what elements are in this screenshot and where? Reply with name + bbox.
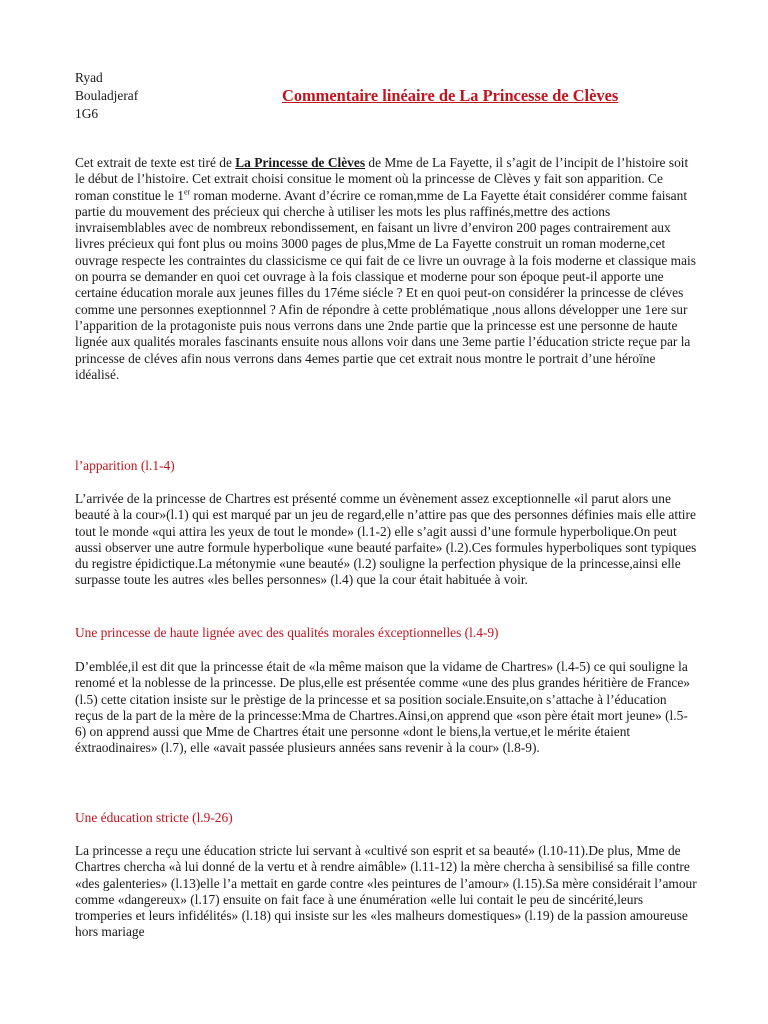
section-heading-lignee: Une princesse de haute lignée avec des qualités morales éxceptionnelles (l.4-9) bbox=[75, 625, 499, 640]
section-paragraph-lignee: D’emblée,il est dit que la princesse était de «la même maison que la vidame de Chartres» (l.4-5) ce qui souligne la renomé et la noblesse de la princesse. De plus,elle est présentée comme «une des plus grandes héritière de France» (l.5) cette citation insiste sur le prèstige de la princesse et sa position sociale.Ensuite,on s’attache à l’éducation reçus de la part de la mère de la princesse:Mma de Chartres.Ainsi,on apprend que «son père était mort jeune» (l.5-6) on apprend aussi que Mme de Chartres était une personne «dont le biens,la vertue,et le mérite étaient éxtraodinaires» (l.7), elle «avait passée plusieurs années sans revenir à la cour» (l.8-9). bbox=[75, 659, 690, 756]
section-heading-apparition: l’apparition (l.1-4) bbox=[75, 458, 175, 473]
intro-text-b: de Mme de La Fayette, il s’agit de l’incipit de l’histoire soit le début de l’histoire. Cet extrait choisi consitue le moment où la princesse de Clèves y fait son apparition. Ce roman constitue le 1 bbox=[75, 155, 689, 203]
book-title: La Princesse de Clèves bbox=[235, 155, 366, 170]
intro-paragraph bbox=[75, 155, 697, 383]
author-last-name: Bouladjeraf bbox=[75, 88, 139, 103]
section-paragraph-apparition: L’arrivée de la princesse de Chartres est présenté comme un évènement assez exceptionnelle «il parut alors une beauté à la cour»(l.1) qui est marqué par un jeu de regard,elle n’attire pas que des personnes définies mais elle attire tout le monde «qui attira les yeux de tout le monde» (l.1-2) elle s’agit aussi d’une formule hyperbolique.On peut aussi observer une autre formule hyperbolique «une beauté parfaite» (l.2).Ces formules hyperboliques sont typiques du registre épidictique.La métonymie «une beauté» (l.2) souligne la perfection physique de la princesse,ainsi elle surpasse toute les autres «les belles personnes» (l.4) que la cour était habituée à voir. bbox=[75, 491, 697, 588]
ordinal-superscript: er bbox=[183, 187, 191, 197]
author-block bbox=[75, 69, 138, 123]
intro-text-a: Cet extrait de texte est tiré de bbox=[75, 155, 236, 170]
author-first-name: Ryad bbox=[75, 70, 103, 85]
author-class: 1G6 bbox=[75, 106, 99, 121]
section-paragraph-education: La princesse a reçu une éducation stricte lui servant à «cultivé son esprit et sa beauté» (l.10-11).De plus, Mme de Chartres chercha «à lui donné de la vertu et à rendre aimâble» (l.11-12) la mère chercha à sensibilisé sa fille contre «des galenteries» (l.13)elle l’a mettait en garde contre «les peintures de l’amour» (l.15).Sa mère considérait l’amour comme «dangereux» (l.17) ensuite on fait face à une énumération «elle lui contait le peu de sincérité,leurs tromperies et leurs infidélités» (l.18) qui insiste sur les «les malheurs domestiques» (l.19) de la passion amoureuse hors mariage bbox=[75, 843, 697, 940]
document-title: Commentaire linéaire de La Princesse de Clèves bbox=[282, 86, 619, 105]
intro-text-c: roman moderne. Avant d’écrire ce roman,mme de La Fayette était considérer comme faisant partie du mouvement des précieux qui cherche à utiliser les mots les plus raffinés,mettre des actions invraisemblables avec de nombreux rebondissement, en faisant un livre d’environ 200 pages contrairement aux livres précieux qui font plus ou moins 3000 pages de plus,Mme de La Fayette construit un roman moderne,cet ouvrage respecte les contraintes du classicisme ce qui fait de ce livre un ouvrage à la fois moderne et classique mais on pourra se demander en quoi cet ouvrage à la fois classique et moderne pour son époque peut-il apporte une certaine éducation morale aux jeunes filles du 17éme siécle ? Et en quoi peut-on considérer la princesse de cléves comme une personnes exeptionnnel ? Afin de répondre à cette problématique ,nous allons développer une 1ere sur l’apparition de la protagoniste puis nous verrons dans une 2nde partie que la princesse est une personne de haute lignée aux qualités morales fascinants ensuite nous allons voir dans une 3eme partie l’éducation stricte reçue par la princesse de cléves afin nous verrons dans 4emes partie que cet extrait nous montre le portrait d’une héroïne idéalisé. bbox=[75, 187, 696, 382]
section-heading-education: Une éducation stricte (l.9-26) bbox=[75, 810, 233, 825]
